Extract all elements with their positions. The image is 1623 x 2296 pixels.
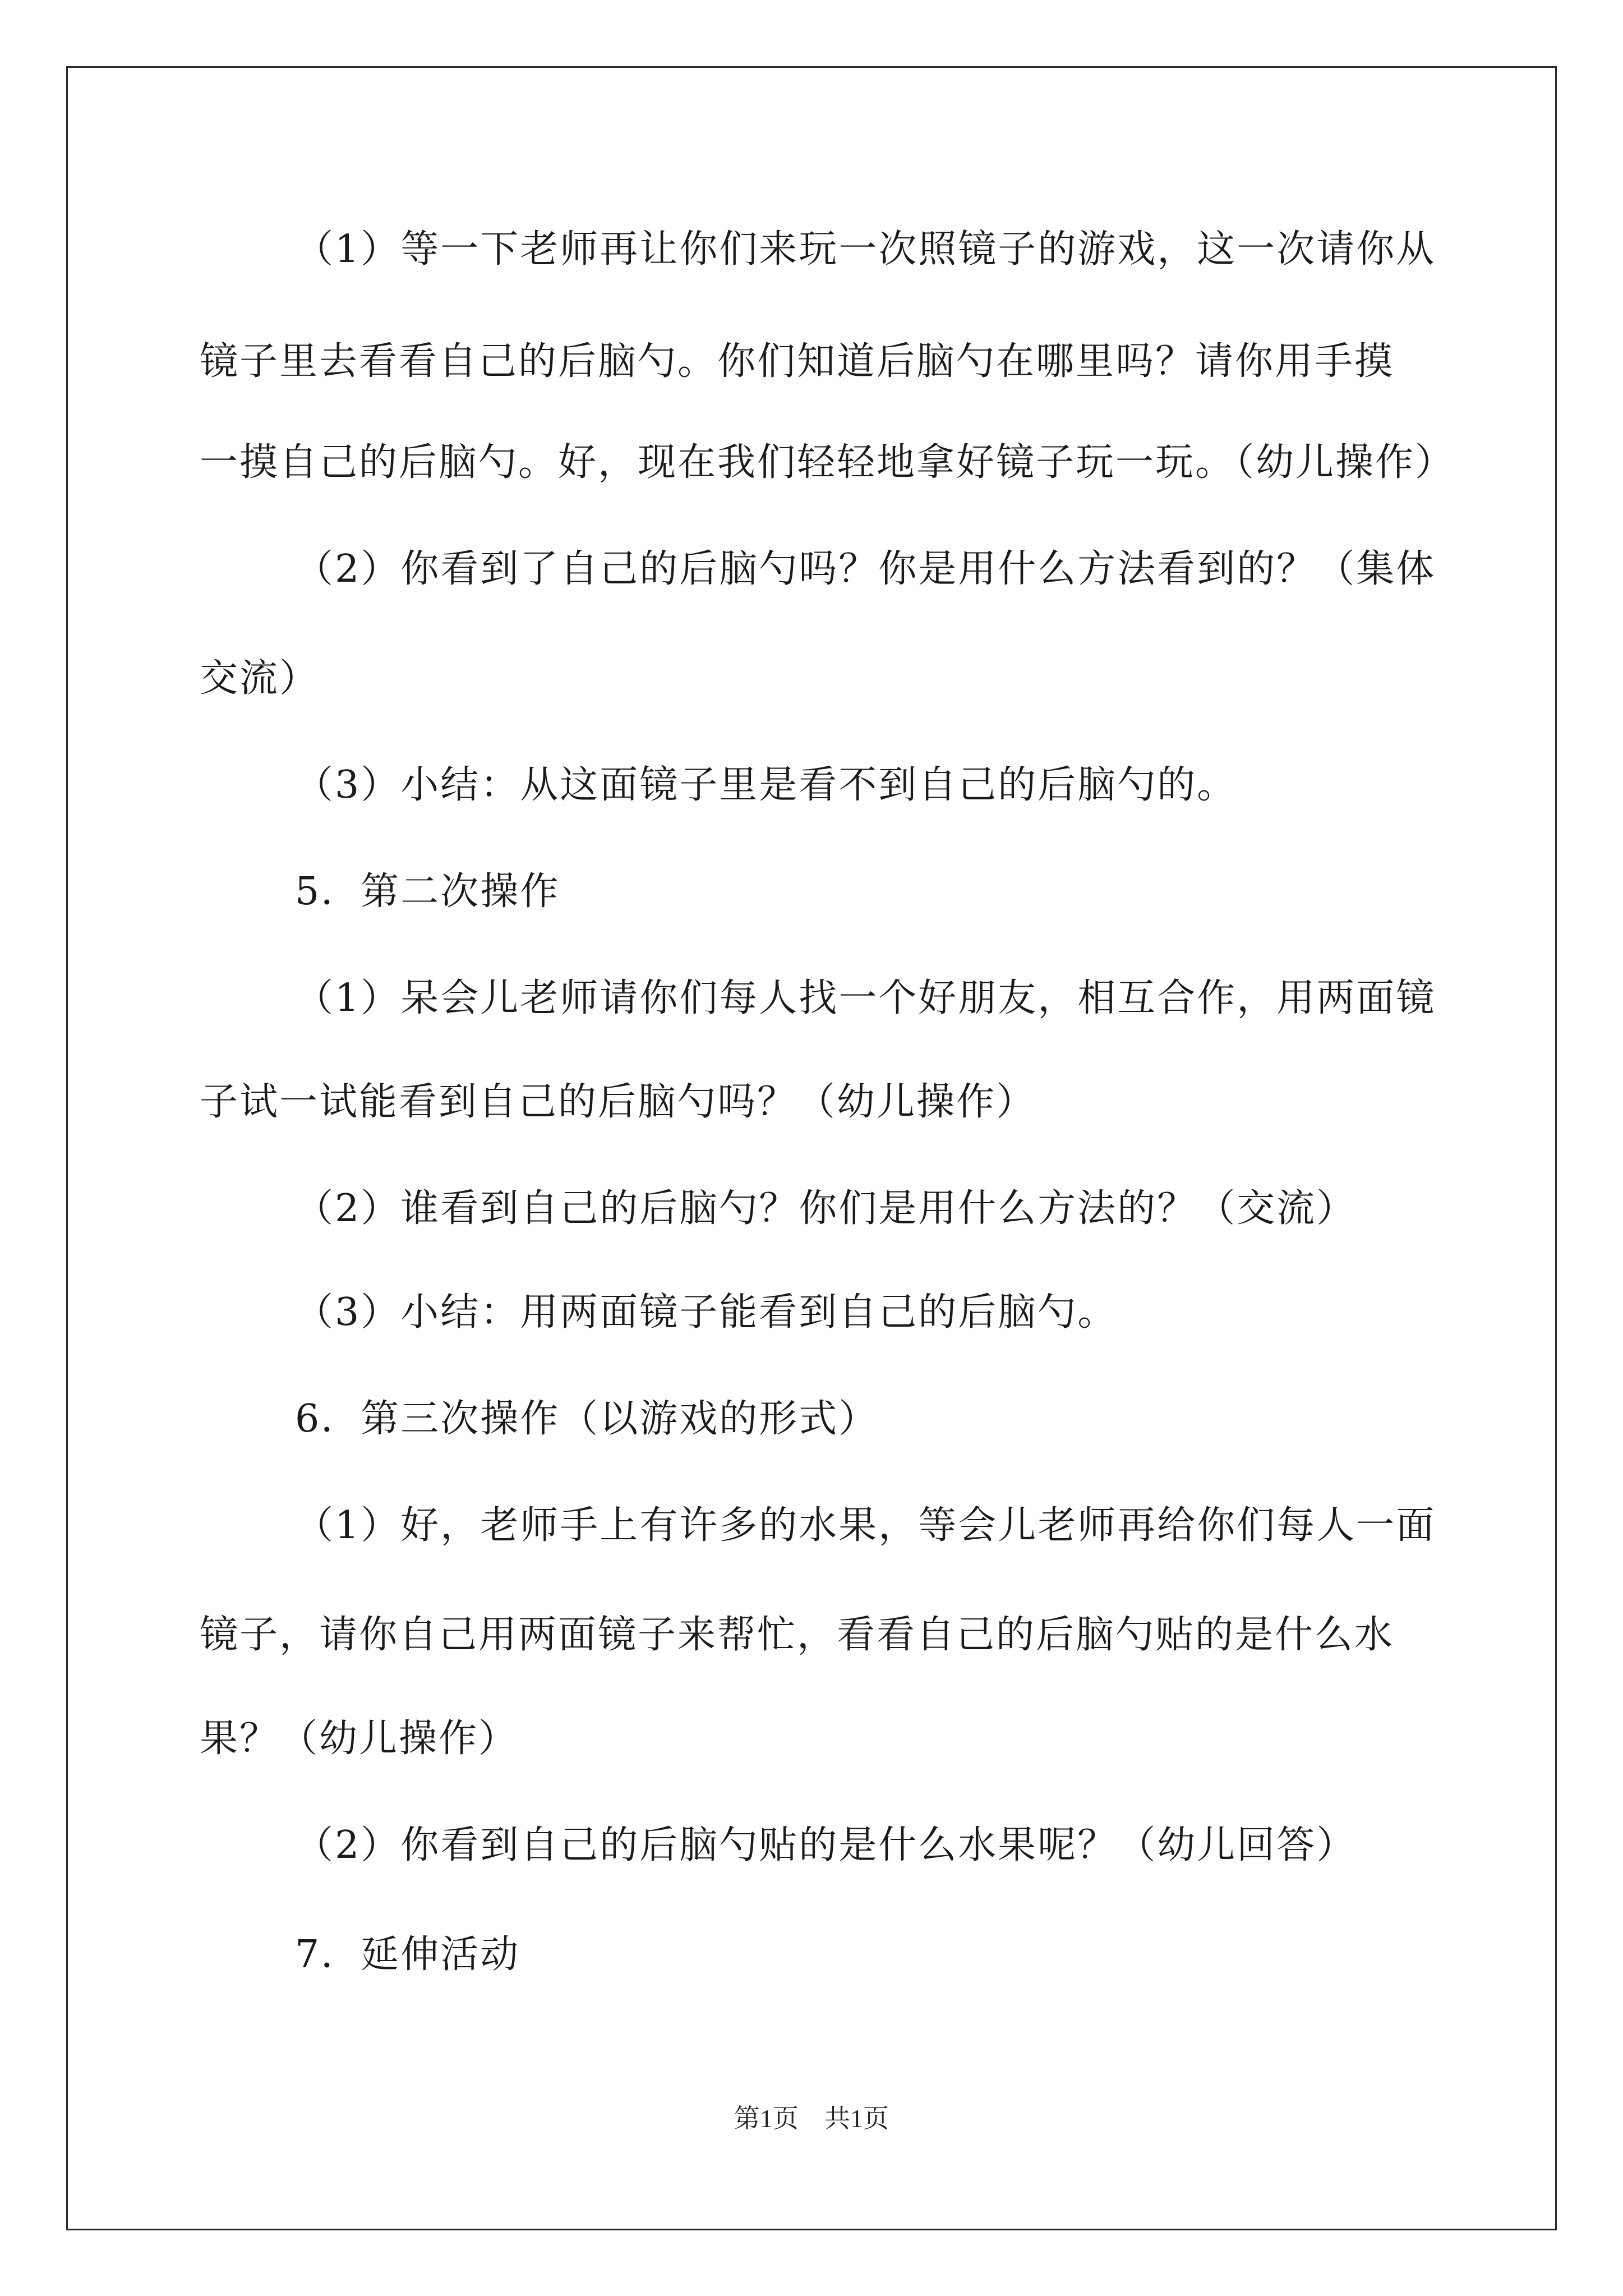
- paragraph-line: （2）你看到自己的后脑勺贴的是什么水果呢？（幼儿回答）: [295, 1823, 1357, 1867]
- paragraph-line: （2）你看到了自己的后脑勺吗？你是用什么方法看到的？（集体: [295, 547, 1436, 591]
- paragraph-line: 一摸自己的后脑勺。好，现在我们轻轻地拿好镜子玩一玩。（幼儿操作）: [200, 440, 1455, 485]
- paragraph-line: 镜子，请你自己用两面镜子来帮忙，看看自己的后脑勺贴的是什么水: [200, 1613, 1395, 1657]
- section-heading: 5．第二次操作: [295, 869, 560, 914]
- paragraph-line: （3）小结：用两面镜子能看到自己的后脑勺。: [295, 1290, 1118, 1335]
- paragraph-line: 交流）: [200, 656, 320, 701]
- paragraph-line: （2）谁看到自己的后脑勺？你们是用什么方法的？（交流）: [295, 1186, 1357, 1231]
- paragraph-line: 镜子里去看看自己的后脑勺。你们知道后脑勺在哪里吗？请你用手摸: [200, 339, 1395, 384]
- paragraph-line: （1）好，老师手上有许多的水果，等会儿老师再给你们每人一面: [295, 1503, 1436, 1548]
- paragraph-line: （3）小结：从这面镜子里是看不到自己的后脑勺的。: [295, 763, 1237, 807]
- paragraph-line: （1）呆会儿老师请你们每人找一个好朋友，相互合作，用两面镜: [295, 976, 1436, 1020]
- section-heading: 7．延伸活动: [295, 1932, 520, 1977]
- page-border: [66, 66, 1557, 2230]
- section-heading: 6．第三次操作（以游戏的形式）: [295, 1397, 879, 1441]
- page-footer: 第1页 共1页: [734, 2104, 889, 2133]
- paragraph-line: 子试一试能看到自己的后脑勺吗？（幼儿操作）: [200, 1080, 1036, 1124]
- paragraph-line: 果？（幼儿操作）: [200, 1717, 519, 1761]
- paragraph-line: （1）等一下老师再让你们来玩一次照镜子的游戏，这一次请你从: [295, 227, 1436, 272]
